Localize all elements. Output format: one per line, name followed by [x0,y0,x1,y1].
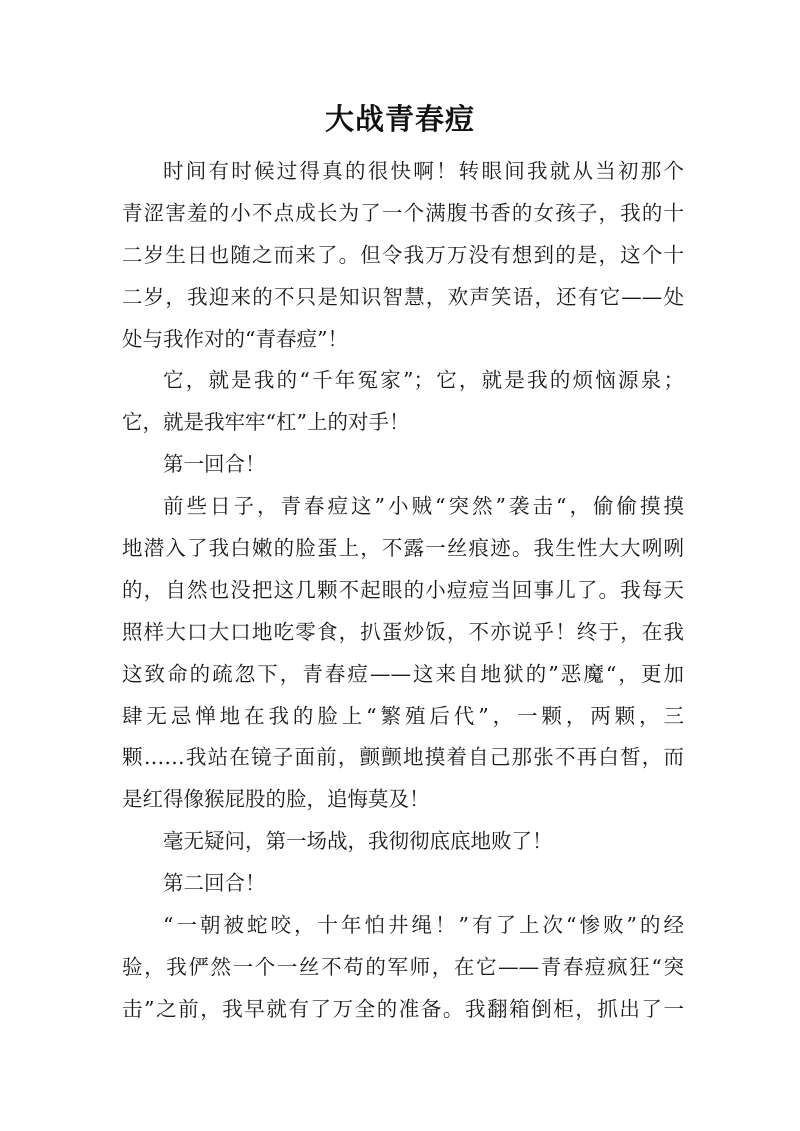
text-line: 二岁，我迎来的不只是知识智慧，欢声笑语，还有它——处 [122,284,684,309]
text-line: 这致命的疏忽下，青春痘——这来自地狱的”恶魔“，更加 [122,661,684,686]
document-title: 大战青春痘 [324,102,475,136]
text-line: 处与我作对的“青春痘”！ [122,326,348,351]
text-line: 验，我俨然一个一丝不苟的军师，在它——青春痘疯狂“突 [122,954,684,979]
text-line: 毫无疑问，第一场战，我彻彻底底地败了！ [163,829,553,854]
text-line: 它，就是我牢牢“杠”上的对手！ [122,410,410,435]
text-line: 前些日子，青春痘这”小贼“突然”袭击“，偷偷摸摸 [163,494,684,519]
text-line: 的，自然也没把这几颗不起眼的小痘痘当回事儿了。我每天 [122,577,684,602]
text-line: 时间有时候过得真的很快啊！转眼间我就从当初那个 [163,159,684,183]
text-line: 颗……我站在镜子面前，颤颤地摸着自己那张不再白皙，而 [122,745,684,770]
text-line: 二岁生日也随之而来了。但令我万万没有想到的是，这个十 [122,242,684,267]
text-line: 击”之前，我早就有了万全的准备。我翻箱倒柜，抓出了一 [122,996,684,1021]
text-line: 它，就是我的“千年冤家”；它，就是我的烦恼源泉； [163,368,684,393]
text-line: 地潜入了我白嫩的脸蛋上，不露一丝痕迹。我生性大大咧咧 [122,536,684,561]
text-line: 青涩害羞的小不点成长为了一个满腹书香的女孩子，我的十 [122,200,684,225]
text-line: “一朝被蛇咬，十年怕井绳！”有了上次“惨败”的经 [163,913,684,938]
text-line: 第一回合！ [163,452,266,477]
text-line: 第二回合！ [163,871,266,896]
text-line: 照样大口大口地吃零食，扒蛋炒饭，不亦说乎！终于，在我 [122,619,684,644]
text-line: 是红得像猴屁股的脸，追悔莫及！ [122,787,430,812]
text-line: 肆无忌惮地在我的脸上“繁殖后代”，一颗，两颗，三 [122,703,684,728]
document-body [122,151,684,1031]
